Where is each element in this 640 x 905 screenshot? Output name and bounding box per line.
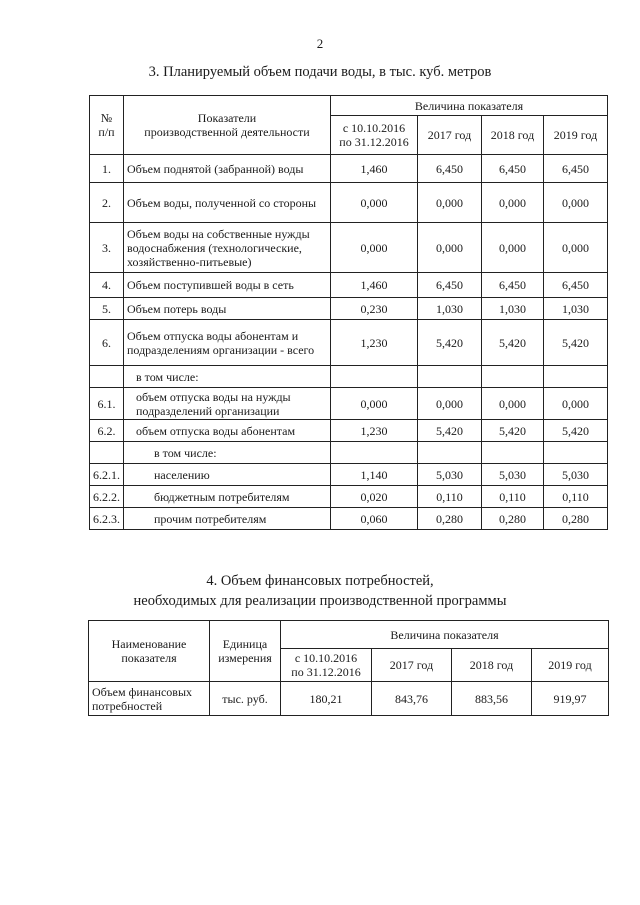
row-value: 5,030 [544,464,608,486]
row-value [418,442,482,464]
row-value: 0,000 [418,223,482,273]
row-num: 3. [90,223,124,273]
row-value: 0,280 [544,508,608,530]
table-row [90,273,608,298]
row-name: в том числе: [124,442,331,464]
row-value: 0,000 [331,388,418,420]
row-value [544,366,608,388]
row-value: 919,97 [532,682,609,716]
row-value: 5,420 [544,420,608,442]
col-num-header: № п/п [90,96,124,155]
row-value [331,366,418,388]
row-value: 1,460 [331,155,418,183]
row-name: Объем отпуска воды абонентам и подразделениям организации - всего [124,320,331,366]
row-name: прочим потребителям [124,508,331,530]
row-num: 6.2. [90,420,124,442]
section-3-title: 3. Планируемый объем подачи воды, в тыс. куб. метров [148,64,492,80]
col-name-header: Показатели производственной деятельности [124,96,331,155]
row-value: 1,230 [331,420,418,442]
row-value: 0,000 [544,388,608,420]
row-num: 6.2.2. [90,486,124,508]
period-header: 2018 год [482,116,544,155]
row-value: 0,000 [482,388,544,420]
row-value [331,442,418,464]
row-value: 883,56 [452,682,532,716]
row-name: в том числе: [124,366,331,388]
water-supply-table [89,95,608,530]
table-row [89,682,609,716]
row-value: 5,030 [482,464,544,486]
table-row [90,486,608,508]
row-value [482,442,544,464]
section-4-title-line2: необходимых для реализации производственной программы [133,593,507,609]
row-num: 5. [90,298,124,320]
row-value: 5,420 [482,320,544,366]
period-header: 2019 год [544,116,608,155]
row-value: 0,110 [418,486,482,508]
period-header: 2017 год [418,116,482,155]
row-value: 0,000 [418,183,482,223]
row-num [90,442,124,464]
row-value: 1,030 [418,298,482,320]
row-value: 6,450 [544,273,608,298]
row-value: 1,230 [331,320,418,366]
row-num: 6. [90,320,124,366]
period-header: с 10.10.2016 по 31.12.2016 [281,649,372,682]
row-name: Объем финансовых потребностей [89,682,210,716]
table-row [90,223,608,273]
page-number: 2 [316,36,324,51]
table-row [90,464,608,486]
row-value: 0,060 [331,508,418,530]
table-row [90,183,608,223]
row-value: 0,000 [482,183,544,223]
row-name: Объем потерь воды [124,298,331,320]
row-value: 1,030 [482,298,544,320]
row-value: 5,420 [418,320,482,366]
row-num: 2. [90,183,124,223]
row-value: 6,450 [544,155,608,183]
row-num: 1. [90,155,124,183]
row-name: объем отпуска воды абонентам [124,420,331,442]
row-value: 6,450 [418,155,482,183]
table-row [90,155,608,183]
row-value: 1,460 [331,273,418,298]
row-value [544,442,608,464]
row-num: 6.2.1. [90,464,124,486]
row-value: 0,110 [482,486,544,508]
row-value: 1,030 [544,298,608,320]
row-num: 6.1. [90,388,124,420]
section-4-title-line1: 4. Объем финансовых потребностей, [206,573,434,589]
row-value: 843,76 [372,682,452,716]
row-value: 0,280 [418,508,482,530]
period-header: с 10.10.2016 по 31.12.2016 [331,116,418,155]
financial-needs-table [88,620,609,716]
row-name: бюджетным потребителям [124,486,331,508]
row-name: Объем поднятой (забранной) воды [124,155,331,183]
row-value: 5,030 [418,464,482,486]
table-row [90,442,608,464]
period-header: 2019 год [532,649,609,682]
row-name: населению [124,464,331,486]
col-name-header: Наименование показателя [89,621,210,682]
table-row [90,366,608,388]
row-num: 4. [90,273,124,298]
row-num [90,366,124,388]
row-num: 6.2.3. [90,508,124,530]
table-row [90,388,608,420]
period-header: 2018 год [452,649,532,682]
row-value: 0,000 [544,223,608,273]
row-value: 6,450 [482,273,544,298]
col-group-header: Величина показателя [331,96,608,116]
table-row [90,320,608,366]
row-value: 0,230 [331,298,418,320]
row-value: 0,000 [544,183,608,223]
row-value: 0,020 [331,486,418,508]
row-value: 0,110 [544,486,608,508]
table-row [90,420,608,442]
row-value: 5,420 [482,420,544,442]
row-value: 0,000 [418,388,482,420]
col-group-header: Величина показателя [281,621,609,649]
period-header: 2017 год [372,649,452,682]
table-row [90,298,608,320]
row-value: 5,420 [544,320,608,366]
row-value: 5,420 [418,420,482,442]
row-value: 0,000 [331,223,418,273]
row-value: 6,450 [482,155,544,183]
row-value [418,366,482,388]
row-value: 0,000 [482,223,544,273]
row-value: 0,280 [482,508,544,530]
row-value: 1,140 [331,464,418,486]
table-row [90,508,608,530]
row-unit: тыс. руб. [210,682,281,716]
row-value: 0,000 [331,183,418,223]
row-name: объем отпуска воды на нужды подразделений организации [124,388,331,420]
row-name: Объем воды на собственные нужды водоснабжения (технологические, хозяйственно-питьевые) [124,223,331,273]
section-4-title [0,571,640,611]
row-name: Объем воды, полученной со стороны [124,183,331,223]
row-value [482,366,544,388]
row-value: 6,450 [418,273,482,298]
row-name: Объем поступившей воды в сеть [124,273,331,298]
row-value: 180,21 [281,682,372,716]
col-unit-header: Единица измерения [210,621,281,682]
